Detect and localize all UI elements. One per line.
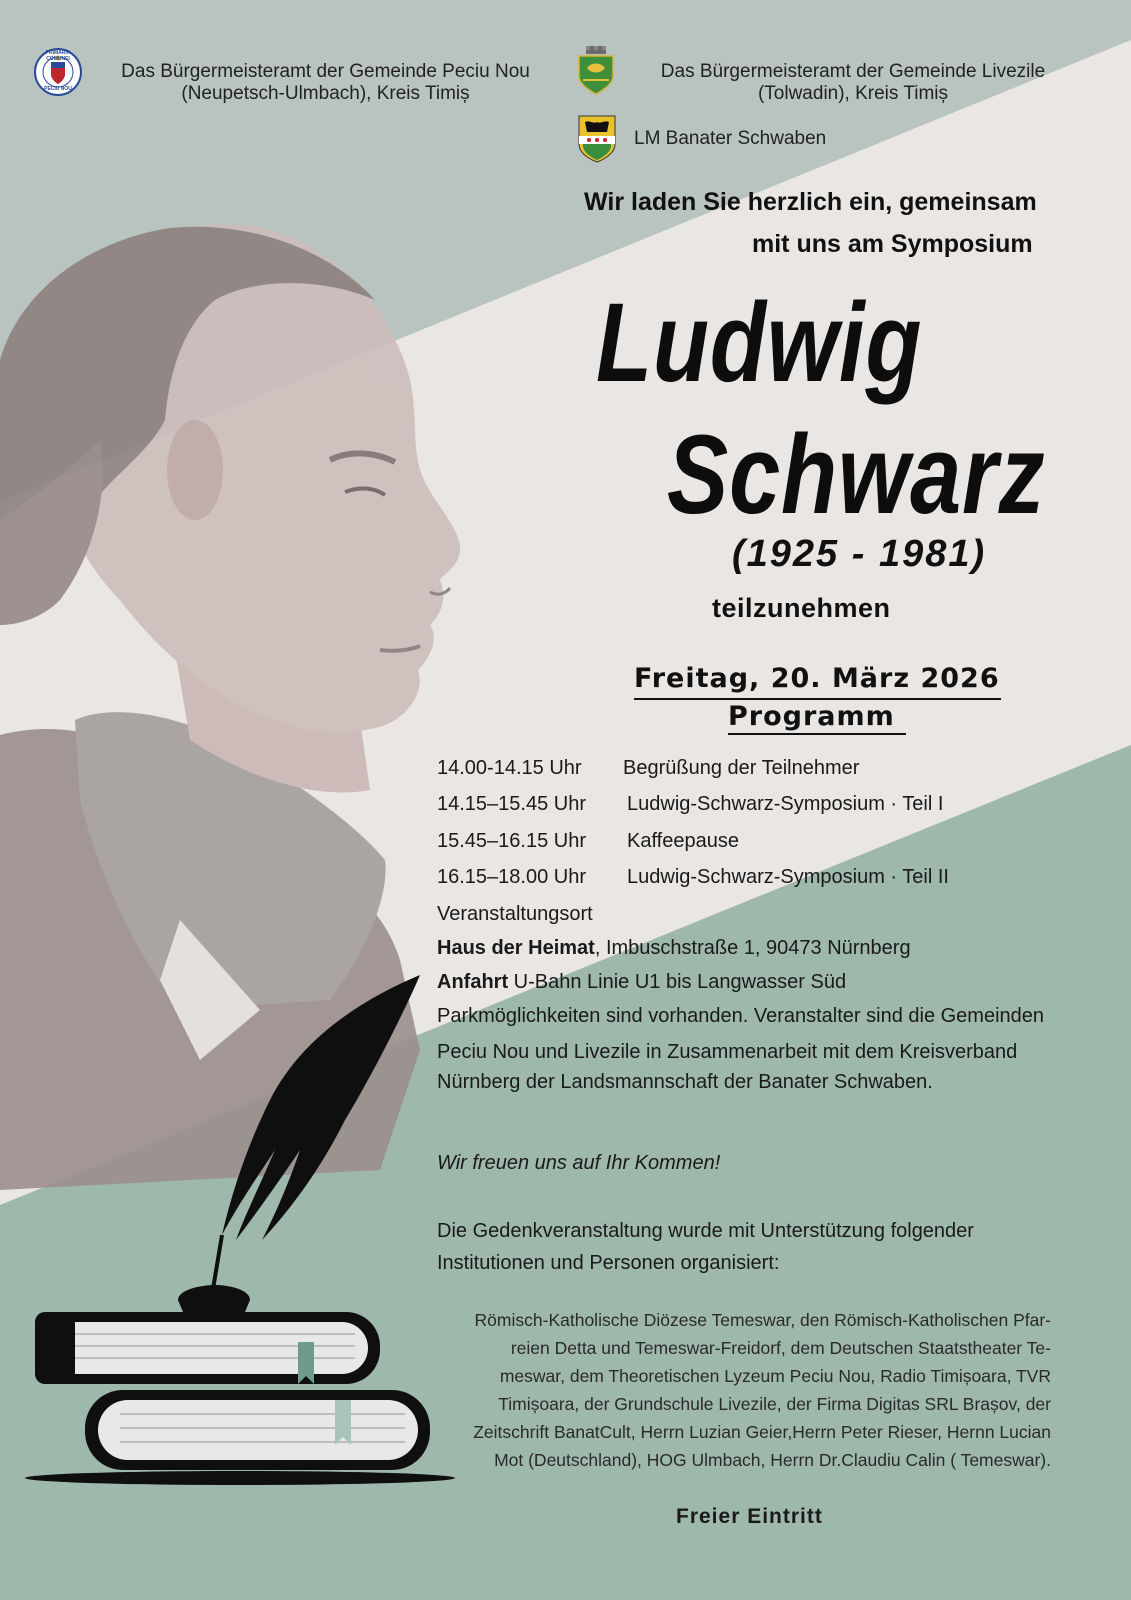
right-organization [628,61,1078,105]
schedule-row [437,757,859,780]
schedule-time: 16.15–18.00 Uhr [437,866,587,888]
invitation-line2: mit uns am Symposium [752,230,1033,258]
support-line2: Institutionen und Personen organisiert: [437,1252,780,1274]
sponsor-line: Mot (Deutschland), HOG Ulmbach, Herrn Dr.Claudiu Calin ( Temeswar). [494,1450,1051,1470]
schedule-row [437,866,949,889]
life-years: (1925 - 1981) [732,533,987,575]
arrival-label: Anfahrt [437,971,509,993]
schedule-row [437,793,943,816]
arrival-line [437,965,1044,999]
venue-section [437,897,1044,1099]
venue-address-line [437,931,1044,965]
venue-name: Haus der Heimat [437,937,595,959]
name-last: Schwarz [667,412,1046,537]
venue-info-line2: Peciu Nou und Livezile in Zusammenarbeit mit dem Kreisverband [437,1041,1018,1063]
venue-label: Veranstaltungsort [437,903,593,925]
lm-banater-schwaben-crest-icon [577,114,617,164]
venue-info-line1: Parkmöglichkeiten sind vorhanden. Veranstalter sind die Gemeinden [437,1005,1045,1027]
crest-text-top: PRIMĂRIA COMUNEI [45,50,71,62]
venue-info-line3: Nürnberg der Landsmannschaft der Banater Schwaben. [437,1071,933,1093]
name-first: Ludwig [596,280,923,405]
left-organization [88,61,563,105]
schedule-time: 15.45–16.15 Uhr [437,830,587,852]
sponsor-line: Timișoara, der Grundschule Livezile, der Firma Digitas SRL Brașov, der [498,1394,1051,1414]
venue-address: , Imbuschstraße 1, 90473 Nürnberg [594,937,911,959]
schedule-time: 14.15–15.45 Uhr [437,793,587,815]
support-line1: Die Gedenkveranstaltung wurde mit Unterstützung folgender [437,1220,974,1242]
welcome-text: Wir freuen uns auf Ihr Kommen! [437,1152,721,1174]
date-underline [634,698,1001,700]
schedule-item: Begrüßung der Teilnehmer [623,757,860,779]
schedule-item: Kaffeepause [627,830,739,852]
invitation-line1: Wir laden Sie herzlich ein, gemeinsam [584,188,1037,216]
sponsor-line: Römisch-Katholische Diözese Temeswar, den Römisch-Katholischen Pfar- [474,1310,1051,1330]
schedule-time: 14.00-14.15 Uhr [437,757,582,779]
schedule-item: Ludwig-Schwarz-Symposium · Teil II [627,866,949,888]
livezile-crest-icon [577,44,615,96]
lm-banater-schwaben-label: LM Banater Schwaben [634,128,827,149]
sponsor-line: Zeitschrift BanatCult, Herrn Luzian Geier,Herrn Peter Rieser, Hernn Lucian [473,1422,1051,1442]
event-date: Freitag, 20. März 2026 [634,663,1000,694]
sponsors-list [444,1306,1051,1474]
schedule-row [437,830,739,853]
crest-text-bottom: PECIU NOU [44,86,72,92]
program-underline [728,733,906,735]
participate-text: teilzunehmen [712,593,891,623]
left-org-line1: Das Bürgermeisteramt der Gemeinde Peciu Nou [121,61,530,82]
schedule-item: Ludwig-Schwarz-Symposium · Teil I [627,793,944,815]
program-title: Programm [728,701,895,732]
free-entry: Freier Eintritt [676,1505,823,1528]
left-org-line2: (Neupetsch-Ulmbach), Kreis Timiș [181,83,470,104]
support-text [437,1215,974,1279]
peciu-nou-crest-labels [34,48,82,96]
sponsor-line: meswar, dem Theoretischen Lyzeum Peciu Nou, Radio Timișoara, TVR [499,1366,1051,1386]
right-org-line1: Das Bürgermeisteramt der Gemeinde Livezile [660,61,1046,82]
arrival-text: U-Bahn Linie U1 bis Langwasser Süd [508,971,847,993]
right-org-line2: (Tolwadin), Kreis Timiș [757,83,949,104]
sponsor-line: reien Detta und Temeswar-Freidorf, dem Deutschen Staatstheater Te- [510,1338,1051,1358]
